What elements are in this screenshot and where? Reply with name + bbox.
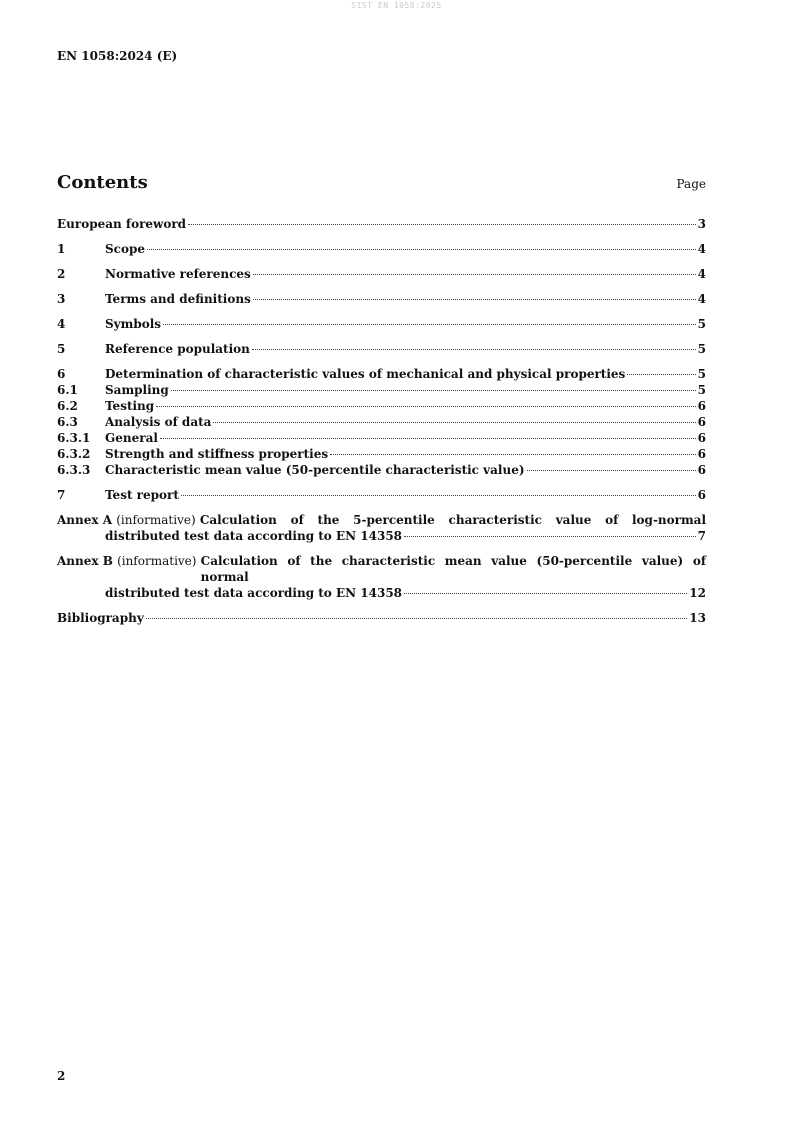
annex-title-line-1: Calculation of the 5-percentile characteristic value of log-normal [199, 513, 706, 527]
toc-entry-page: 6 [697, 415, 706, 429]
toc-page-column-label: Page [676, 177, 706, 191]
page-number: 2 [57, 1069, 66, 1083]
annex-informative-note: (informative) [117, 554, 197, 568]
toc-entry-testing[interactable] [57, 398, 706, 414]
dot-leader [253, 274, 696, 275]
dot-leader [171, 390, 696, 391]
toc-entry-title: Bibliography [57, 611, 144, 625]
toc-entry-number: 5 [57, 342, 66, 356]
toc-entry-page: 3 [697, 217, 706, 231]
toc-entry-page: 6 [697, 447, 706, 461]
dot-leader [181, 495, 696, 496]
toc-entry-title: Test report [105, 488, 179, 502]
toc-entry-annex-b[interactable] [57, 553, 706, 601]
toc-entry-title: Sampling [105, 383, 169, 397]
toc-entry-normative-references[interactable] [57, 266, 706, 282]
toc-entry-page: 4 [697, 242, 706, 256]
document-id: EN 1058:2024 (E) [57, 49, 178, 63]
dot-leader [404, 536, 696, 537]
watermark: SIST EN 1058:2025 [351, 1, 442, 10]
toc-entry-page: 6 [697, 463, 706, 477]
toc-entry-page: 5 [697, 317, 706, 331]
dot-leader [146, 618, 688, 619]
toc-entry-title: Scope [105, 242, 146, 256]
toc-entry-title: Analysis of data [105, 415, 212, 429]
toc-entry-title: European foreword [57, 217, 187, 231]
toc-entry-title: Characteristic mean value (50-percentile characteristic value) [105, 463, 525, 477]
toc-entry-strength-and-stiffness[interactable] [57, 446, 706, 462]
toc-entry-bibliography[interactable] [57, 610, 706, 626]
toc-entry-european-foreword[interactable] [57, 216, 706, 232]
toc-entry-terms-and-definitions[interactable] [57, 291, 706, 307]
annex-label: Annex B [57, 554, 113, 568]
toc-entry-number: 6.3 [57, 415, 78, 429]
toc-entry-scope[interactable] [57, 241, 706, 257]
toc-entry-general[interactable] [57, 430, 706, 446]
dot-leader [330, 454, 696, 455]
annex-informative-note: (informative) [116, 513, 196, 527]
table-of-contents [57, 216, 706, 626]
dot-leader [213, 422, 695, 423]
dot-leader [627, 374, 695, 375]
toc-entry-page: 4 [697, 292, 706, 306]
dot-leader [156, 406, 695, 407]
annex-title-line-2: distributed test data according to EN 14358 [105, 529, 403, 543]
dot-leader [160, 438, 696, 439]
toc-heading-row [57, 172, 706, 193]
dot-leader [527, 470, 696, 471]
dot-leader [252, 349, 696, 350]
toc-entry-number: 7 [57, 488, 66, 502]
toc-entry-number: 1 [57, 242, 66, 256]
toc-entry-number: 6 [57, 367, 66, 381]
toc-entry-title: General [105, 431, 158, 445]
toc-entry-number: 3 [57, 292, 66, 306]
toc-entry-determination[interactable] [57, 366, 706, 382]
toc-entry-number: 4 [57, 317, 66, 331]
dot-leader [253, 299, 696, 300]
toc-entry-page: 6 [697, 399, 706, 413]
dot-leader [163, 324, 696, 325]
toc-entry-page: 6 [697, 431, 706, 445]
toc-entry-page: 5 [697, 342, 706, 356]
toc-entry-number: 6.3.3 [57, 463, 91, 477]
toc-entry-analysis-of-data[interactable] [57, 414, 706, 430]
toc-entry-title: Terms and definitions [105, 292, 251, 306]
toc-entry-number: 2 [57, 267, 66, 281]
toc-entry-title: Symbols [105, 317, 162, 331]
dot-leader [188, 224, 696, 225]
toc-entry-number: 6.3.1 [57, 431, 91, 445]
toc-title: Contents [57, 172, 148, 193]
annex-label-group [57, 512, 200, 528]
toc-entry-sampling[interactable] [57, 382, 706, 398]
toc-entry-title: Strength and stiffness properties [105, 447, 329, 461]
toc-entry-page: 7 [697, 529, 706, 543]
toc-entry-page: 6 [697, 488, 706, 502]
toc-entry-page: 4 [697, 267, 706, 281]
annex-title-line-1: Calculation of the characteristic mean value (50-percentile value) of normal [200, 554, 706, 584]
toc-entry-characteristic-mean-value[interactable] [57, 462, 706, 478]
toc-entry-title: Reference population [105, 342, 250, 356]
toc-entry-reference-population[interactable] [57, 341, 706, 357]
toc-entry-symbols[interactable] [57, 316, 706, 332]
toc-entry-number: 6.3.2 [57, 447, 91, 461]
annex-label: Annex A [57, 513, 113, 527]
toc-entry-number: 6.1 [57, 383, 78, 397]
toc-entry-annex-a[interactable] [57, 512, 706, 544]
toc-entry-page: 12 [689, 586, 706, 600]
toc-entry-page: 5 [697, 383, 706, 397]
annex-label-group [57, 553, 201, 585]
dot-leader [147, 249, 696, 250]
toc-entry-title: Determination of characteristic values of mechanical and physical properties [105, 367, 626, 381]
toc-entry-title: Testing [105, 399, 155, 413]
toc-entry-page: 5 [697, 367, 706, 381]
dot-leader [404, 593, 687, 594]
toc-entry-number: 6.2 [57, 399, 78, 413]
annex-title-line-2: distributed test data according to EN 14358 [105, 586, 403, 600]
toc-entry-title: Normative references [105, 267, 251, 281]
toc-entry-test-report[interactable] [57, 487, 706, 503]
toc-entry-page: 13 [689, 611, 706, 625]
